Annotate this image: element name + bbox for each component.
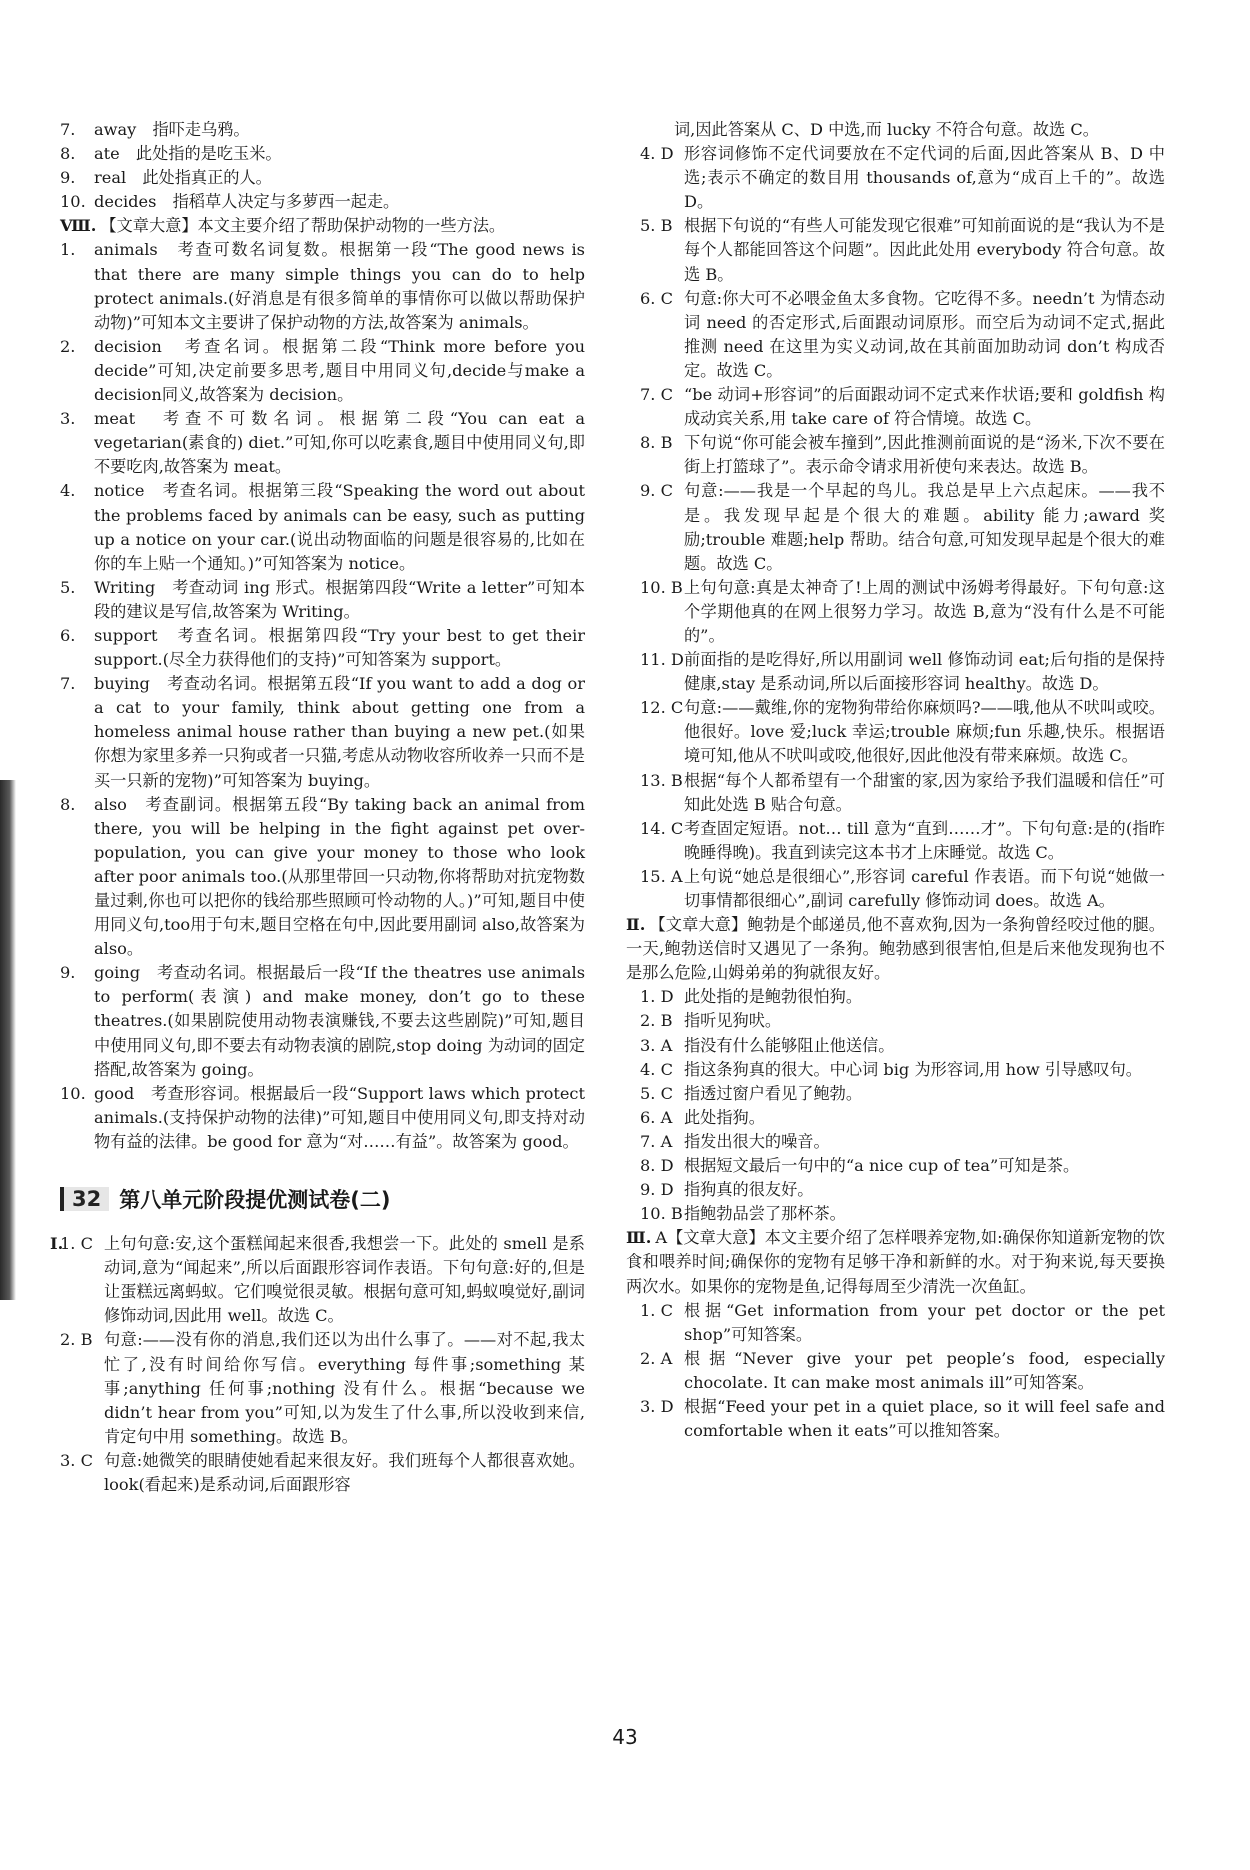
answer-text: real 此处指真正的人。	[94, 168, 272, 188]
answer-text: 根据“Feed your pet in a quiet place, so it will feel safe and comfortable when it eats”可以推知答案。	[684, 1396, 1165, 1441]
answer-item	[640, 142, 1165, 214]
answer-text: ate 此处指的是吃玉米。	[94, 144, 282, 164]
answer-text: good 考查形容词。根据最后一段“Support laws which protect animals.(支持保护动物的法律)”可知,题目中使用同义句,即支持对动物有益的法律。be good for 意为“对……有益”。故答案为 good。	[94, 1083, 585, 1151]
section-1-roman: Ⅰ.	[50, 1234, 64, 1254]
answer-item	[60, 1082, 585, 1154]
answer-number: 8.	[60, 794, 76, 814]
answer-text: 前面指的是吃得好,所以用副词 well 修饰动词 eat;后句指的是保持健康,stay 是系动词,所以后面接形容词 healthy。故选 D。	[684, 650, 1165, 694]
left-top-items	[60, 118, 585, 214]
answer-number: 2.	[60, 336, 76, 356]
answer-item	[640, 287, 1165, 383]
answer-item	[60, 479, 585, 575]
right-column	[626, 118, 1165, 1443]
answer-number: 6. A	[640, 1107, 673, 1127]
answer-number: 1. C	[60, 1234, 93, 1254]
answer-item	[640, 1106, 1165, 1130]
answer-text: 指鲍勃品尝了那杯茶。	[684, 1204, 846, 1224]
answer-item	[640, 214, 1165, 286]
section-8-roman: Ⅷ.	[60, 216, 97, 236]
answer-number: 10. B	[640, 1204, 683, 1224]
section-3-summary: A【文章大意】本文主要介绍了怎样喂养宠物,如:确保你知道新宠物的饮食和喂养时间;确保你的宠物有足够干净和新鲜的水。对于狗来说,每天要换两次水。如果你的宠物是鱼,记得每周至少清洗一次鱼缸。	[626, 1228, 1165, 1296]
answer-number: 10. B	[640, 577, 683, 597]
unit-title-text: 第八单元阶段提优测试卷(二)	[119, 1188, 391, 1213]
answer-item	[640, 985, 1165, 1009]
answer-text: 根据“每个人都希望有一个甜蜜的家,因为家给予我们温暖和信任”可知此处选 B 贴合句意。	[684, 770, 1165, 814]
answer-number: 2. B	[640, 1011, 673, 1031]
answer-item	[640, 696, 1165, 768]
answer-item	[640, 576, 1165, 648]
answer-number: 9.	[60, 168, 76, 188]
answer-item	[60, 1328, 585, 1448]
section-8-heading	[60, 214, 585, 238]
answer-number: 8. D	[640, 1156, 674, 1176]
answer-item	[60, 118, 585, 142]
answer-text: 句意:她微笑的眼睛使她看起来很友好。我们班每个人都很喜欢她。look(看起来)是系动词,后面跟形容	[104, 1450, 585, 1494]
section-1-items-right	[640, 142, 1165, 913]
answer-item	[640, 431, 1165, 479]
answer-item	[640, 1058, 1165, 1082]
answer-text: buying 考查动名词。根据第五段“If you want to add a dog or a cat to your family, think about getting one from a homeless animal house rather than buying a new pet.(如果你想为家里多养一只狗或者一只猫,考虑从动物收容所收养一只而不是买一只新的宠物)”可知答案为 buying。	[94, 674, 585, 790]
answer-number: 9. C	[640, 481, 673, 501]
answer-number: 1.	[60, 240, 76, 260]
answer-item	[60, 793, 585, 962]
section-3-heading	[626, 1226, 1165, 1298]
section-2-heading	[626, 913, 1165, 985]
answer-number: 7. C	[640, 385, 673, 405]
answer-item	[60, 576, 585, 624]
answer-number: 11. D	[640, 650, 684, 670]
answer-item	[60, 1232, 585, 1328]
answer-text: 指发出很大的噪音。	[684, 1131, 830, 1151]
answer-number: 2. B	[60, 1330, 93, 1350]
answer-number: 13. B	[640, 770, 683, 790]
answer-number: 9. D	[640, 1180, 674, 1200]
section-8-summary: 【文章大意】本文主要介绍了帮助保护动物的一些方法。	[100, 216, 506, 236]
answer-number: 3. A	[640, 1035, 673, 1055]
answer-text: notice 考查名词。根据第三段“Speaking the word out about the problems faced by animals can be easy, such as putting up a notice on your car.(说出动物面临的问题是很容易的,比如在你的车上贴一个通知。)”可知答案为 notice。	[94, 481, 585, 573]
answer-item	[640, 817, 1165, 865]
answer-number: 4. D	[640, 144, 674, 164]
answer-number: 7. A	[640, 1131, 673, 1151]
answer-item	[640, 479, 1165, 575]
answer-item	[640, 1299, 1165, 1347]
left-column	[50, 118, 585, 1497]
answer-text: also 考查副词。根据第五段“By taking back an animal from there, you will be helping in the fight against pet over-population, you can give your money to those who look after poor animals too.(从那里带回一只动物,你将帮助对抗宠物数量过剩,你也可以把你的钱给那些照顾可怜动物的人。)”可知,题目中使用同义句,too用于句末,题目空格在句中,因此要用副词 also,故答案为 also。	[94, 794, 585, 959]
answer-number: 8. B	[640, 433, 673, 453]
answer-text: meat 考查不可数名词。根据第二段“You can eat a vegetarian(素食的) diet.”可知,你可以吃素食,题目中使用同义句,即不要吃肉,故答案为 meat。	[94, 409, 585, 477]
answer-number: 5.	[60, 577, 76, 597]
answer-text: 根据“Get information from your pet doctor or the pet shop”可知答案。	[684, 1300, 1165, 1344]
answer-number: 1. D	[640, 987, 674, 1007]
answer-item	[640, 1034, 1165, 1058]
answer-text: 句意:——戴维,你的宠物狗带给你麻烦吗?——哦,他从不吠叫或咬。他很好。love 爱;luck 幸运;trouble 麻烦;fun 乐趣,快乐。根据语境可知,他从不吠叫或咬,他很好,因此他没有带来麻烦。故选 C。	[684, 698, 1165, 766]
answer-number: 7.	[60, 674, 76, 694]
answer-item	[640, 1347, 1165, 1395]
answer-text: Writing 考查动词 ing 形式。根据第四段“Write a letter”可知本段的建议是写信,故答案为 Writing。	[94, 577, 585, 621]
page-edge-shadow	[0, 780, 16, 1300]
answer-item	[60, 1449, 585, 1497]
answer-number: 12. C	[640, 698, 684, 718]
answer-item	[640, 865, 1165, 913]
answer-text: 此处指的是鲍勃很怕狗。	[684, 987, 863, 1007]
answer-number: 14. C	[640, 818, 684, 838]
answer-item	[60, 624, 585, 672]
answer-text: 形容词修饰不定代词要放在不定代词的后面,因此答案从 B、D 中选;表示不确定的数目用 thousands of,意为“成百上千的”。故选 D。	[684, 144, 1165, 212]
answer-item	[640, 648, 1165, 696]
answer-text: decision 考查名词。根据第二段“Think more before you decide”可知,决定前要多思考,题目中用同义句,decide与make a decision同义,故答案为 decision。	[94, 336, 585, 405]
answer-text: 上句句意:安,这个蛋糕闻起来很香,我想尝一下。此处的 smell 是系动词,意为“闻起来”,所以后面跟形容词作表语。下句句意:好的,但是让蛋糕远离蚂蚁。它们嗅觉很灵敏。根据句意可知,蚂蚁嗅觉好,副词修饰动词,因此用 well。故选 C。	[104, 1234, 585, 1326]
answer-text: 指这条狗真的很大。中心词 big 为形容词,用 how 引导感叹句。	[684, 1059, 1142, 1079]
answer-text: 句意:——没有你的消息,我们还以为出什么事了。——对不起,我太忙了,没有时间给你写信。everything 每件事;something 某事;anything 任何事;nothing 没有什么。根据“because we didn’t hear from you”可知,以为发生了什么事,所以没收到来信,肯定句中用 something。故选 B。	[104, 1330, 585, 1446]
answer-number: 6. C	[640, 288, 673, 308]
answer-item	[60, 166, 585, 190]
answer-item	[60, 961, 585, 1081]
answer-item	[640, 1130, 1165, 1154]
answer-text: 指听见狗吠。	[684, 1011, 782, 1031]
answer-text: “be 动词+形容词”的后面跟动词不定式来作状语;要和 goldfish 构成动宾关系,用 take care of 符合情境。故选 C。	[684, 385, 1165, 429]
answer-number: 7.	[60, 120, 76, 139]
answer-number: 9.	[60, 963, 76, 983]
answer-item	[640, 1009, 1165, 1033]
answer-text: 根据“Never give your pet people’s food, especially chocolate. It can make most animals ill”可知答案。	[684, 1348, 1165, 1392]
answer-number: 10.	[60, 1083, 86, 1103]
answer-item	[640, 383, 1165, 431]
answer-item	[60, 238, 585, 334]
answer-item	[640, 1395, 1165, 1443]
answer-text: going 考查动名词。根据最后一段“If the theatres use animals to perform(表演) and make money, don’t go to these theatres.(如果剧院使用动物表演赚钱,不要去这些剧院)”可知,题目中使用同义句,即不要去有动物表演的剧院,stop doing 为动词的固定搭配,故答案为 going。	[94, 963, 585, 1079]
answer-number: 2. A	[640, 1348, 673, 1368]
answer-item	[60, 672, 585, 792]
unit-badge: 32	[60, 1187, 109, 1211]
section-2-summary: 【文章大意】鲍勃是个邮递员,他不喜欢狗,因为一条狗曾经咬过他的腿。一天,鲍勃送信时又遇见了一条狗。鲍勃感到很害怕,但是后来他发现狗也不是那么危险,山姆弟弟的狗就很友好。	[626, 915, 1165, 983]
answer-number: 3.	[60, 409, 76, 429]
section-2-items	[640, 985, 1165, 1226]
answer-item	[640, 1202, 1165, 1226]
answer-number: 5. B	[640, 216, 673, 236]
section-2-roman: Ⅱ.	[626, 915, 646, 935]
answer-number: 3. D	[640, 1396, 674, 1416]
answer-item	[60, 142, 585, 166]
answer-text: 考查固定短语。not… till 意为“直到……才”。下句句意:是的(指昨晚睡得晚)。我直到读完这本书才上床睡觉。故选 C。	[684, 818, 1165, 862]
answer-item	[60, 335, 585, 407]
answer-item	[640, 769, 1165, 817]
answer-text: decides 指稻草人决定与多萝西一起走。	[94, 192, 400, 212]
page-number: 43	[612, 1725, 638, 1749]
answer-number: 10.	[60, 192, 86, 212]
answer-number: 8.	[60, 144, 76, 164]
answer-text: 此处指狗。	[684, 1107, 765, 1127]
answer-text: 下句说“你可能会被车撞到”,因此推测前面说的是“汤米,下次不要在街上打篮球了”。表示命令请求用祈使句来表达。故选 B。	[684, 433, 1165, 477]
answer-number: 1. C	[640, 1300, 673, 1320]
answer-number: 6.	[60, 625, 76, 645]
unit-title	[60, 1184, 585, 1214]
answer-text: 指透过窗户看见了鲍勃。	[684, 1083, 863, 1103]
answer-number: 4. C	[640, 1059, 673, 1079]
answer-text: 根据短文最后一句中的“a nice cup of tea”可知是茶。	[684, 1156, 1080, 1176]
answer-number: 15. A	[640, 866, 683, 886]
answer-item	[640, 1082, 1165, 1106]
answer-number: 3. C	[60, 1450, 93, 1470]
answer-text: 指狗真的很友好。	[684, 1180, 814, 1200]
section-8-items	[60, 238, 585, 1154]
answer-number: 5. C	[640, 1083, 673, 1103]
answer-text: 句意:你大可不必喂金鱼太多食物。它吃得不多。needn’t 为情态动词 need 的否定形式,后面跟动词原形。而空后为动词不定式,据此推测 need 在这里为实义动词,故在其前面加助动词 don’t 构成否定。故选 C。	[684, 288, 1165, 380]
answer-item	[60, 407, 585, 479]
answer-text: 根据下句说的“有些人可能发现它很难”可知前面说的是“我认为不是每个人都能回答这个问题”。因此此处用 everybody 符合句意。故选 B。	[684, 216, 1165, 284]
answer-text: 上句句意:真是太神奇了!上周的测试中汤姆考得最好。下句句意:这个学期他真的在网上很努力学习。故选 B,意为“没有什么是不可能的”。	[684, 577, 1165, 645]
answer-text: 指没有什么能够阻止他送信。	[684, 1035, 895, 1055]
answer-item	[640, 1178, 1165, 1202]
section-3-items	[640, 1299, 1165, 1444]
section-3-roman: Ⅲ.	[626, 1228, 652, 1248]
answer-item	[640, 1154, 1165, 1178]
answer-number: 4.	[60, 481, 76, 501]
answer-text: 句意:——我是一个早起的鸟儿。我总是早上六点起床。——我不是。我发现早起是个很大的难题。ability 能力;award 奖励;trouble 难题;help 帮助。结合句意,可知发现早起是个很大的难题。故选 C。	[684, 481, 1165, 573]
answer-text: away 指吓走乌鸦。	[94, 120, 250, 139]
answer-item	[60, 190, 585, 214]
answer-text: animals 考查可数名词复数。根据第一段“The good news is that there are many simple things you can do to help protect animals.(好消息是有很多简单的事情你可以做以帮助保护动物)”可知本文主要讲了保护动物的方法,故答案为 animals。	[94, 240, 585, 332]
answer-text: support 考查名词。根据第四段“Try your best to get their support.(尽全力获得他们的支持)”可知答案为 support。	[94, 625, 585, 670]
section-1-items-left	[60, 1232, 585, 1497]
answer-text: 上句说“她总是很细心”,形容词 careful 作表语。而下句说“她做一切事情都很细心”,副词 carefully 修饰动词 does。故选 A。	[684, 866, 1165, 910]
continuation-text: 词,因此答案从 C、D 中选,而 lucky 不符合句意。故选 C。	[674, 120, 1099, 139]
section-1-block	[50, 1232, 585, 1497]
